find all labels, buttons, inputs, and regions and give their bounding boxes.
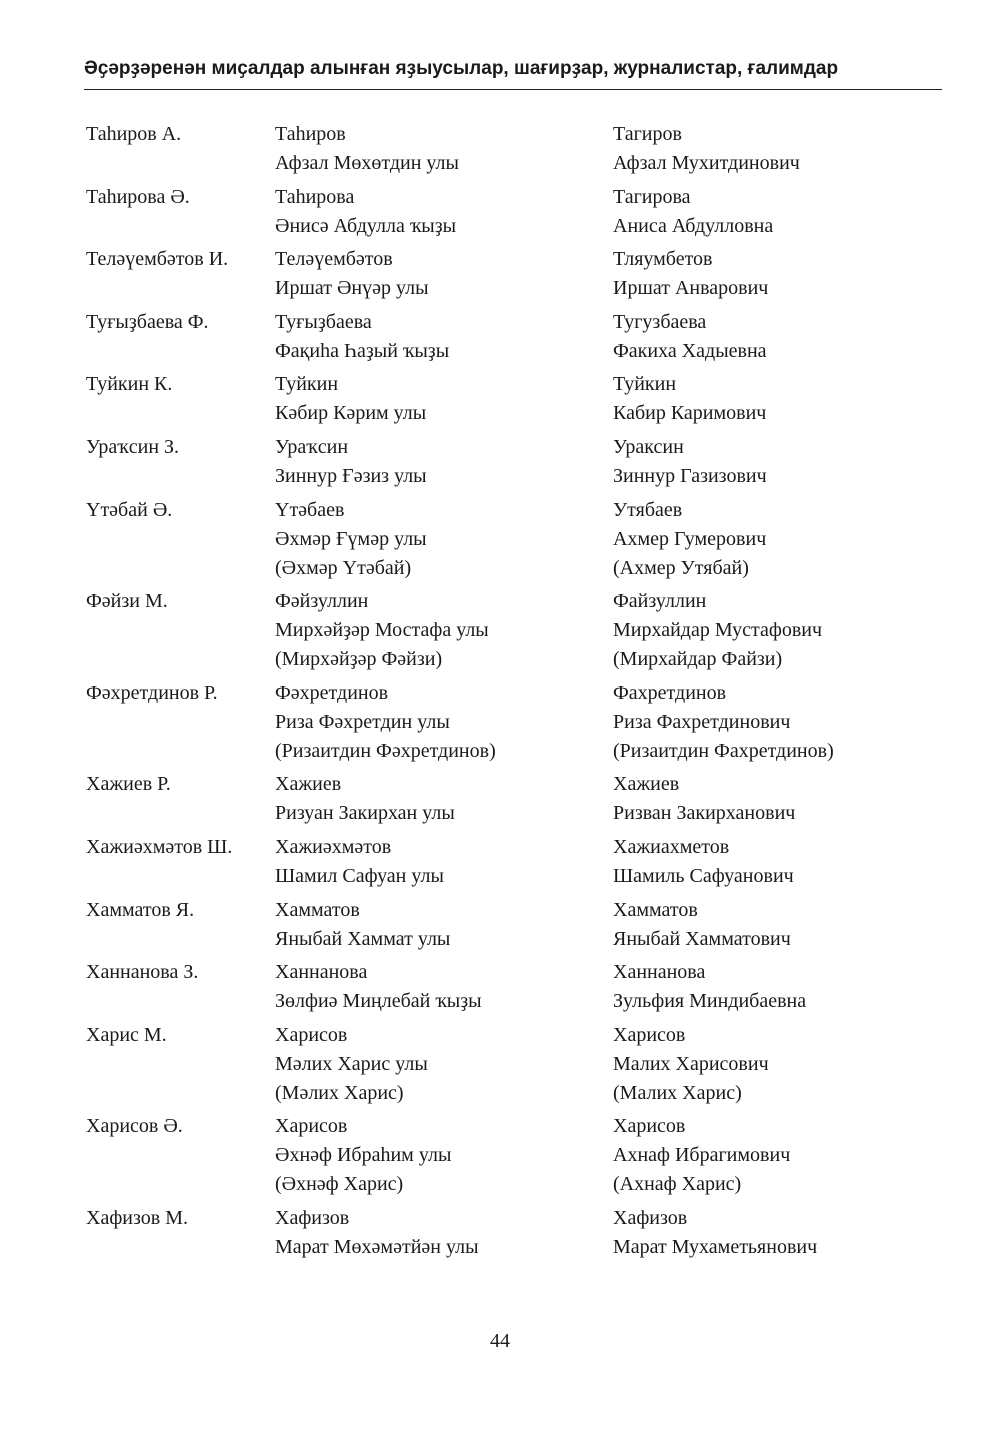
bashkir-name-line: Таһирова <box>275 185 355 208</box>
bashkir-name-column <box>275 308 613 366</box>
russian-name-line: Мирхайдар Мустафович <box>613 619 823 642</box>
list-item <box>86 496 946 583</box>
russian-name-line: Риза Фахретдинович <box>613 710 791 733</box>
russian-name-line: Ханнанова <box>613 961 706 984</box>
russian-name-line: Харисов <box>613 1115 686 1138</box>
bashkir-name-line: Риза Фәхретдин улы <box>275 710 450 733</box>
bashkir-name-line: Әнисә Абдулла ҡыҙы <box>275 214 457 237</box>
russian-name-line: Ахмер Гумерович <box>613 527 767 550</box>
bashkir-name-line: Ураҡсин <box>275 435 349 458</box>
list-item <box>86 308 946 366</box>
bashkir-name-line: Зиннур Ғәзиз улы <box>275 464 427 487</box>
russian-name-column <box>613 1021 943 1108</box>
list-item <box>86 245 946 303</box>
russian-name-line: Ураксин <box>613 435 684 458</box>
bashkir-name-line: Харисов <box>275 1115 348 1138</box>
russian-name-line: Яныбай Хамматович <box>613 927 791 950</box>
bashkir-name-line: Хажиев <box>275 773 342 796</box>
russian-name-line: Туйкин <box>613 373 677 396</box>
bashkir-name-line: Ханнанова <box>275 961 368 984</box>
abbreviated-name: Харисов Ә. <box>86 1115 183 1138</box>
russian-name-line: Тагирова <box>613 185 691 208</box>
russian-name-column <box>613 308 943 366</box>
russian-name-column <box>613 679 943 766</box>
page-number: 44 <box>490 1330 510 1352</box>
russian-name-column <box>613 833 943 891</box>
bashkir-name-column <box>275 833 613 891</box>
russian-name-column <box>613 896 943 954</box>
russian-name-line: Харисов <box>613 1023 686 1046</box>
bashkir-name-line: Кәбир Кәрим улы <box>275 402 427 425</box>
russian-name-column <box>613 120 943 178</box>
russian-name-column <box>613 587 943 674</box>
russian-name-line: Ахнаф Ибрагимович <box>613 1144 791 1167</box>
abbreviated-name: Ураҡсин З. <box>86 435 180 458</box>
list-item <box>86 433 946 491</box>
bashkir-name-line: Афзал Мөхөтдин улы <box>275 152 459 174</box>
russian-name-column <box>613 370 943 428</box>
bashkir-name-line: Ризуан Закирхан улы <box>275 802 455 825</box>
bashkir-name-line: Теләүембәтов <box>275 248 393 271</box>
bashkir-name-line: (Мирхәйҙәр Фәйзи) <box>275 648 443 671</box>
russian-name-line: Тугузбаева <box>613 310 707 333</box>
russian-name-line: Афзал Мухитдинович <box>613 152 800 174</box>
russian-name-line: Кабир Каримович <box>613 402 767 425</box>
list-item <box>86 896 946 954</box>
bashkir-name-line: (Ризаитдин Фәхретдинов) <box>275 739 496 762</box>
bashkir-name-column <box>275 1204 613 1262</box>
abbreviated-name: Туғыҙбаева Ф. <box>86 310 209 333</box>
russian-name-column <box>613 496 943 583</box>
header-rule <box>84 89 942 90</box>
russian-name-line: Хафизов <box>613 1206 688 1229</box>
bashkir-name-line: (Әхмәр Үтәбай) <box>275 556 412 579</box>
bashkir-name-column <box>275 1112 613 1199</box>
russian-name-line: Факиха Хадыевна <box>613 339 767 362</box>
abbreviated-name: Харис М. <box>86 1023 167 1046</box>
list-item <box>86 370 946 428</box>
list-item <box>86 587 946 674</box>
russian-name-line: Хажиахметов <box>613 835 730 858</box>
bashkir-name-column <box>275 896 613 954</box>
russian-name-line: Малих Харисович <box>613 1052 769 1075</box>
bashkir-name-line: Фақиһа Һаҙый ҡыҙы <box>275 339 450 362</box>
bashkir-name-column <box>275 679 613 766</box>
russian-name-line: Фахретдинов <box>613 681 727 704</box>
bashkir-name-line: Туйкин <box>275 373 339 396</box>
bashkir-name-line: Туғыҙбаева <box>275 310 372 333</box>
russian-name-column <box>613 1204 943 1262</box>
russian-name-column <box>613 433 943 491</box>
name-list <box>86 120 946 1267</box>
bashkir-name-line: (Әхнәф Харис) <box>275 1173 404 1196</box>
list-item <box>86 1204 946 1262</box>
bashkir-name-line: Әхнәф Ибраһим улы <box>275 1144 452 1167</box>
russian-name-line: Марат Мухаметьянович <box>613 1235 818 1258</box>
russian-name-line: Зиннур Газизович <box>613 464 767 487</box>
list-item <box>86 833 946 891</box>
bashkir-name-line: Зөлфиә Миңлебай ҡыҙы <box>275 990 482 1013</box>
russian-name-line: Иршат Анварович <box>613 277 769 300</box>
list-item <box>86 1112 946 1199</box>
bashkir-name-column <box>275 496 613 583</box>
abbreviated-name: Теләүембәтов И. <box>86 248 229 271</box>
bashkir-name-line: Хафизов <box>275 1206 350 1229</box>
bashkir-name-column <box>275 1021 613 1108</box>
bashkir-name-column <box>275 587 613 674</box>
russian-name-line: Ризван Закирханович <box>613 802 796 825</box>
abbreviated-name: Хажиәхмәтов Ш. <box>86 835 233 858</box>
bashkir-name-line: Хажиәхмәтов <box>275 835 392 858</box>
russian-name-line: (Ризаитдин Фахретдинов) <box>613 739 834 762</box>
russian-name-line: Аниса Абдулловна <box>613 214 774 237</box>
bashkir-name-line: Фәхретдинов <box>275 681 389 704</box>
russian-name-line: Файзуллин <box>613 590 707 613</box>
russian-name-column <box>613 183 943 241</box>
abbreviated-name: Хажиев Р. <box>86 773 171 796</box>
bashkir-name-column <box>275 370 613 428</box>
bashkir-name-line: Мәлих Харис улы <box>275 1052 428 1075</box>
abbreviated-name: Таһиров А. <box>86 123 182 145</box>
russian-name-line: (Ахмер Утябай) <box>613 556 749 579</box>
bashkir-name-line: Таһиров <box>275 123 346 145</box>
russian-name-line: (Мирхайдар Файзи) <box>613 648 783 671</box>
russian-name-line: Шамиль Сафуанович <box>613 864 794 887</box>
russian-name-line: Зульфия Миндибаевна <box>613 990 807 1013</box>
abbreviated-name: Ханнанова З. <box>86 961 199 984</box>
russian-name-line: Утябаев <box>613 498 683 521</box>
bashkir-name-column <box>275 770 613 828</box>
abbreviated-name: Хафизов М. <box>86 1206 188 1229</box>
bashkir-name-line: Әхмәр Ғүмәр улы <box>275 527 427 550</box>
bashkir-name-line: Шамил Сафуан улы <box>275 864 444 887</box>
russian-name-column <box>613 245 943 303</box>
bashkir-name-line: Мирхәйҙәр Мостафа улы <box>275 619 489 642</box>
bashkir-name-line: Хамматов <box>275 898 360 921</box>
bashkir-name-line: (Мәлих Харис) <box>275 1081 404 1104</box>
russian-name-line: (Ахнаф Харис) <box>613 1173 742 1196</box>
bashkir-name-line: Яныбай Хаммат улы <box>275 927 451 950</box>
abbreviated-name: Фәйзи М. <box>86 590 168 613</box>
abbreviated-name: Үтәбай Ә. <box>86 498 173 521</box>
bashkir-name-line: Фәйзуллин <box>275 590 369 613</box>
bashkir-name-column <box>275 958 613 1016</box>
list-item <box>86 958 946 1016</box>
russian-name-column <box>613 958 943 1016</box>
russian-name-line: (Малих Харис) <box>613 1081 742 1104</box>
bashkir-name-line: Үтәбаев <box>275 498 345 521</box>
bashkir-name-line: Харисов <box>275 1023 348 1046</box>
list-item <box>86 770 946 828</box>
russian-name-line: Тагиров <box>613 123 682 145</box>
bashkir-name-line: Марат Мөхәмәтйән улы <box>275 1235 479 1258</box>
russian-name-line: Хажиев <box>613 773 680 796</box>
bashkir-name-column <box>275 433 613 491</box>
list-item <box>86 183 946 241</box>
running-header: Әҫәрҙәренән миҫалдар алынған яҙыусылар, шағирҙар, журналистар, ғалимдар <box>84 58 839 79</box>
bashkir-name-column <box>275 120 613 178</box>
bashkir-name-line: Иршат Әнүәр улы <box>275 277 429 300</box>
abbreviated-name: Туйкин К. <box>86 373 173 396</box>
russian-name-line: Хамматов <box>613 898 698 921</box>
russian-name-column <box>613 770 943 828</box>
bashkir-name-column <box>275 183 613 241</box>
russian-name-line: Тляумбетов <box>613 248 713 271</box>
list-item <box>86 679 946 766</box>
list-item <box>86 120 946 178</box>
russian-name-column <box>613 1112 943 1199</box>
abbreviated-name: Таһирова Ә. <box>86 185 190 208</box>
bashkir-name-column <box>275 245 613 303</box>
abbreviated-name: Фәхретдинов Р. <box>86 681 218 704</box>
list-item <box>86 1021 946 1108</box>
abbreviated-name: Хамматов Я. <box>86 898 195 921</box>
